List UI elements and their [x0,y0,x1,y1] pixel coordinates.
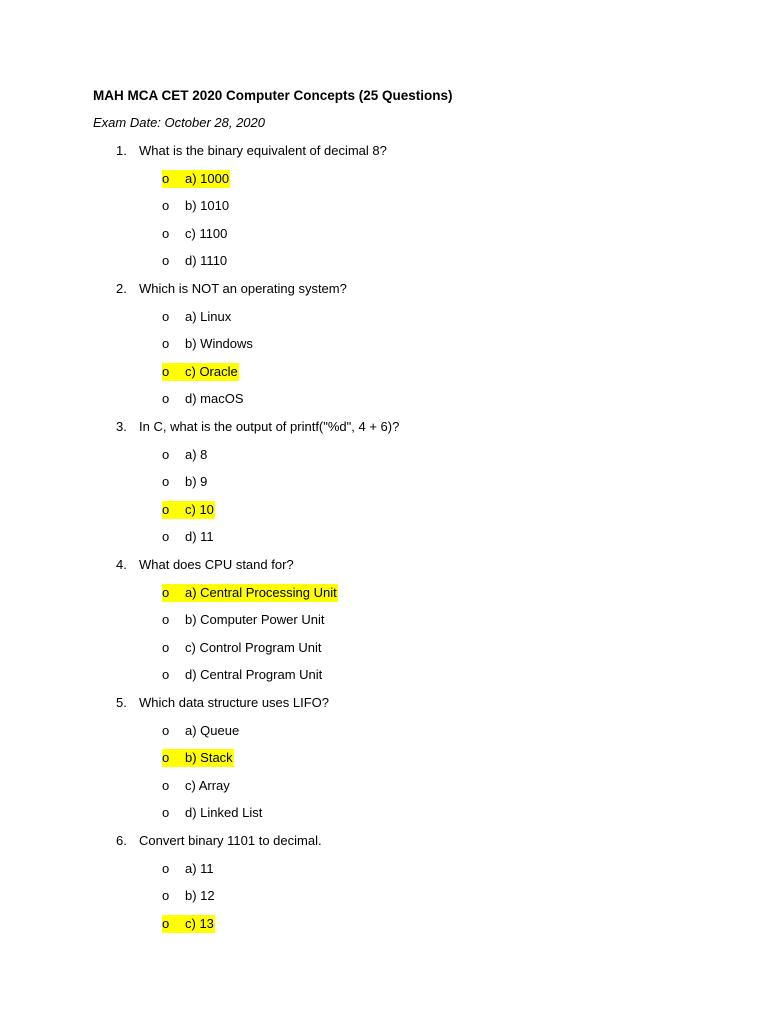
bullet-icon: o [162,225,170,241]
answer-option [162,501,215,519]
bullet-icon: o [162,722,170,738]
answer-option-label: c) 1100 [185,225,228,241]
bullet-icon: o [162,584,170,600]
question-text: Which is NOT an operating system? [139,281,347,296]
answer-option [162,446,207,464]
answer-option [162,170,230,188]
answer-option [162,915,215,933]
answer-option-label: b) Windows [185,336,253,352]
answer-option [162,611,324,629]
answer-option-label: a) Linux [185,308,232,324]
question-number: 3. [116,419,127,434]
answer-option-label: a) 1000 [185,170,230,186]
question-3 [116,418,399,436]
bullet-icon: o [162,336,170,352]
answer-option [162,363,239,381]
answer-option-label: c) 13 [185,915,214,931]
bullet-icon: o [162,170,170,186]
answer-option [162,528,214,546]
bullet-icon: o [162,915,170,931]
answer-option [162,639,322,657]
answer-option-label: c) Array [185,777,230,793]
answer-option [162,197,229,215]
bullet-icon: o [162,750,170,766]
question-5 [116,694,329,712]
bullet-icon: o [162,363,170,379]
answer-option [162,804,262,822]
bullet-icon: o [162,253,170,269]
bullet-icon: o [162,198,170,214]
answer-option [162,887,215,905]
question-4 [116,556,294,574]
question-number: 2. [116,281,127,296]
bullet-icon: o [162,667,170,683]
bullet-icon: o [162,474,170,490]
answer-option [162,860,214,878]
bullet-icon: o [162,805,170,821]
question-text: Convert binary 1101 to decimal. [139,833,322,848]
answer-option [162,777,230,795]
answer-option-label: a) 11 [185,860,214,876]
bullet-icon: o [162,501,170,517]
bullet-icon: o [162,777,170,793]
answer-option-label: a) Queue [185,722,240,738]
bullet-icon: o [162,308,170,324]
answer-option [162,252,227,270]
answer-option-label: c) Control Program Unit [185,639,322,655]
question-text: In C, what is the output of printf("%d", 4 + 6)? [139,419,400,434]
bullet-icon: o [162,612,170,628]
answer-option-label: d) Central Program Unit [185,667,323,683]
answer-option [162,225,227,243]
answer-option [162,335,253,353]
answer-option [162,473,207,491]
answer-option-label: d) macOS [185,391,244,407]
answer-option-label: b) 12 [185,888,215,904]
question-1 [116,142,387,160]
answer-option-label: b) 1010 [185,198,230,214]
answer-option-label: d) 11 [185,529,214,545]
answer-option-label: a) Central Processing Unit [185,584,337,600]
answer-option [162,749,234,767]
answer-option-label: b) 9 [185,474,208,490]
bullet-icon: o [162,860,170,876]
answer-option [162,584,338,602]
answer-option-label: b) Stack [185,750,233,766]
question-text: Which data structure uses LIFO? [139,695,330,710]
bullet-icon: o [162,529,170,545]
document-title: MAH MCA CET 2020 Computer Concepts (25 Questions) [93,88,453,103]
question-number: 5. [116,695,127,710]
answer-option [162,666,322,684]
answer-option [162,722,239,740]
answer-option-label: c) Oracle [185,363,238,379]
question-2 [116,280,347,298]
answer-option-label: d) 1110 [185,253,228,269]
answer-option-label: d) Linked List [185,805,263,821]
question-number: 4. [116,557,127,572]
bullet-icon: o [162,446,170,462]
answer-option [162,390,244,408]
question-text: What does CPU stand for? [139,557,294,572]
bullet-icon: o [162,639,170,655]
answer-option-label: a) 8 [185,446,208,462]
answer-option-label: c) 10 [185,501,214,517]
answer-option-label: b) Computer Power Unit [185,612,325,628]
question-text: What is the binary equivalent of decimal 8? [139,143,387,158]
question-number: 6. [116,833,127,848]
question-6 [116,832,322,850]
bullet-icon: o [162,888,170,904]
bullet-icon: o [162,391,170,407]
exam-date: Exam Date: October 28, 2020 [93,115,265,130]
question-number: 1. [116,143,127,158]
answer-option [162,308,231,326]
